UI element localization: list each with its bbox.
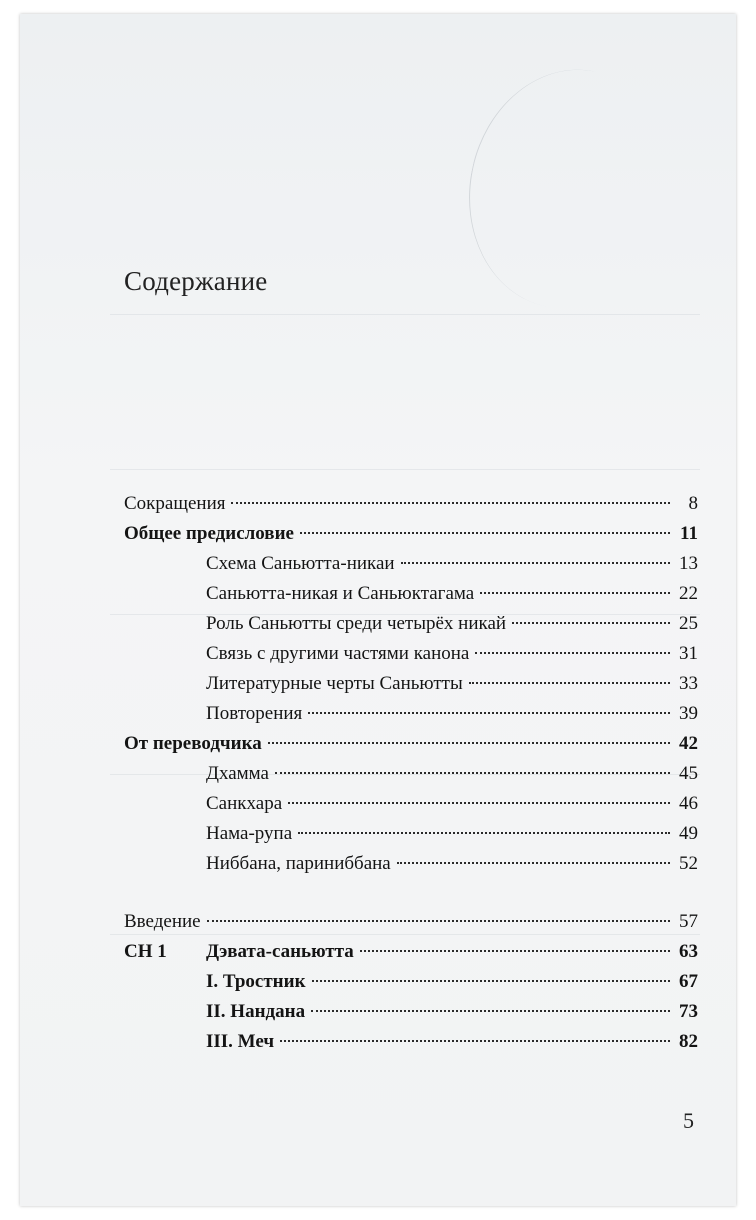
dot-leader xyxy=(231,501,670,504)
toc-entry-page: 49 xyxy=(679,823,698,844)
toc-entry-label: Дхамма xyxy=(206,763,269,784)
table-of-contents xyxy=(124,489,698,1057)
toc-entry-page: 67 xyxy=(679,971,698,992)
toc-entry-repetitions xyxy=(124,699,698,729)
toc-entry-label: Санкхара xyxy=(206,793,283,814)
toc-entry-label: Литературные черты Саньютты xyxy=(206,673,463,694)
toc-entry-page: 42 xyxy=(679,733,698,754)
toc-entry-page: 45 xyxy=(679,763,698,784)
toc-entry-nibbana xyxy=(124,849,698,879)
dot-leader xyxy=(397,861,670,864)
toc-entry-page: 8 xyxy=(688,493,698,514)
toc-entry-label: Роль Саньютты среди четырёх никай xyxy=(206,613,507,634)
toc-entry-literary-features xyxy=(124,669,698,699)
dot-leader xyxy=(401,561,670,564)
book-page xyxy=(20,14,736,1206)
dot-leader xyxy=(275,771,670,774)
toc-entry-label: Дэвата-саньютта xyxy=(206,941,354,962)
dot-leader xyxy=(298,831,670,834)
toc-entry-page: 11 xyxy=(680,523,698,544)
toc-entry-scheme xyxy=(124,549,698,579)
bleed-through-rule xyxy=(110,314,700,315)
toc-entry-page: 33 xyxy=(679,673,698,694)
toc-entry-label: Схема Саньютта-никаи xyxy=(206,553,395,574)
toc-entry-nama-rupa xyxy=(124,819,698,849)
toc-entry-page: 13 xyxy=(679,553,698,574)
toc-entry-page: 39 xyxy=(679,703,698,724)
toc-entry-label: II. Нандана xyxy=(206,1001,306,1022)
page-title: Содержание xyxy=(124,266,268,296)
dot-leader xyxy=(512,621,670,624)
dot-leader xyxy=(311,1009,670,1012)
toc-entry-page: 82 xyxy=(679,1031,698,1052)
toc-entry-page: 31 xyxy=(679,643,698,664)
toc-entry-label: Сокращения xyxy=(124,493,226,514)
toc-entry-code: СН 1 xyxy=(124,941,167,962)
dot-leader xyxy=(280,1039,670,1042)
toc-entry-label: Общее предисловие xyxy=(124,523,294,544)
dot-leader xyxy=(475,651,670,654)
toc-entry-label: Повторения xyxy=(206,703,303,724)
toc-entry-translator-note xyxy=(124,729,698,759)
toc-entry-canon-links xyxy=(124,639,698,669)
dot-leader xyxy=(360,949,670,952)
toc-entry-samyuktagama xyxy=(124,579,698,609)
toc-entry-label: Нама-рупа xyxy=(206,823,293,844)
toc-entry-abbreviations xyxy=(124,489,698,519)
dot-leader xyxy=(308,711,670,714)
dot-leader xyxy=(480,591,670,594)
dot-leader xyxy=(469,681,670,684)
dot-leader xyxy=(312,979,670,982)
toc-entry-dhamma xyxy=(124,759,698,789)
toc-entry-sankhara xyxy=(124,789,698,819)
dot-leader xyxy=(207,919,670,922)
toc-entry-role xyxy=(124,609,698,639)
toc-entry-page: 52 xyxy=(679,853,698,874)
bleed-through-arc xyxy=(447,51,694,328)
toc-entry-label: От переводчика xyxy=(124,733,262,754)
toc-entry-general-preface xyxy=(124,519,698,549)
toc-entry-sword xyxy=(124,1027,698,1057)
toc-entry-page: 73 xyxy=(679,1001,698,1022)
toc-entry-page: 63 xyxy=(679,941,698,962)
toc-entry-nandana xyxy=(124,997,698,1027)
page-number: 5 xyxy=(683,1108,694,1133)
toc-entry-label: Ниббана, париниббана xyxy=(206,853,391,874)
toc-entry-label: I. Тростник xyxy=(206,971,306,992)
toc-entry-page: 57 xyxy=(679,911,698,932)
toc-entry-page: 46 xyxy=(679,793,698,814)
dot-leader xyxy=(268,741,670,744)
dot-leader xyxy=(288,801,670,804)
toc-entry-label: Саньютта-никая и Саньюктагама xyxy=(206,583,475,604)
toc-entry-page: 25 xyxy=(679,613,698,634)
toc-entry-introduction xyxy=(124,907,698,937)
bleed-through-rule xyxy=(110,469,700,470)
dot-leader xyxy=(300,531,670,534)
toc-entry-label: Связь с другими частями канона xyxy=(206,643,470,664)
toc-entry-label: Введение xyxy=(124,911,201,932)
toc-entry-label: III. Меч xyxy=(206,1031,275,1052)
toc-entry-sn1 xyxy=(124,937,698,967)
toc-entry-page: 22 xyxy=(679,583,698,604)
toc-entry-reed xyxy=(124,967,698,997)
